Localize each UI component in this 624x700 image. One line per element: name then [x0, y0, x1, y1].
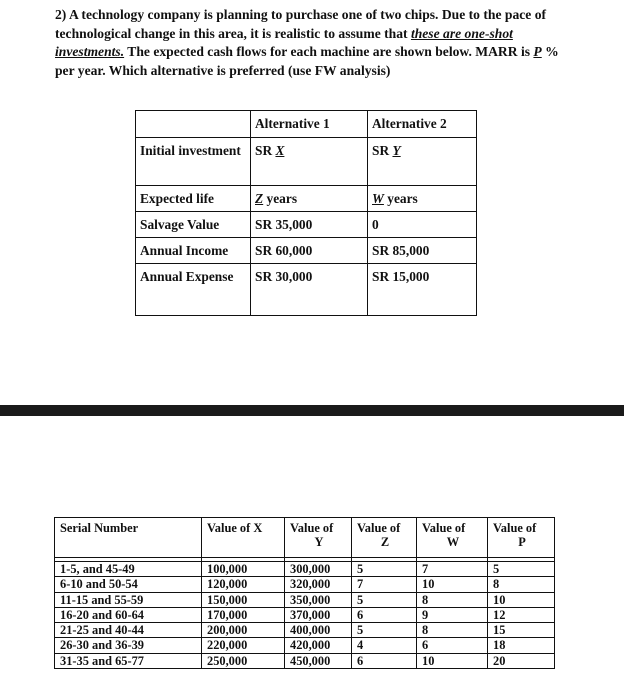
cell-w: 7	[417, 562, 488, 577]
alt2-investment	[368, 138, 477, 186]
alt1-investment-var: X	[275, 143, 285, 158]
cell-w: 6	[417, 638, 488, 653]
cell-z: 4	[352, 638, 417, 653]
cell-y: 320,000	[285, 577, 352, 592]
header-p-sub: P	[518, 535, 526, 550]
alt-row-salvage-value	[136, 212, 477, 238]
cell-serial: 6-10 and 50-54	[55, 577, 202, 592]
cell-y: 420,000	[285, 638, 352, 653]
table-row	[55, 607, 555, 622]
cell-w: 8	[417, 623, 488, 638]
header-z-sub: Z	[380, 535, 390, 550]
cell-p: 5	[488, 562, 555, 577]
cell-y: 450,000	[285, 653, 352, 668]
cell-x: 120,000	[202, 577, 285, 592]
cell-serial: 26-30 and 36-39	[55, 638, 202, 653]
cell-w: 10	[417, 653, 488, 668]
alt2-investment-var: Y	[392, 143, 401, 158]
alt2-income: SR 85,000	[368, 238, 477, 264]
alt-row-label: Salvage Value	[136, 212, 251, 238]
table-row	[55, 562, 555, 577]
alt1-income: SR 60,000	[251, 238, 368, 264]
cell-p: 15	[488, 623, 555, 638]
cell-serial: 1-5, and 45-49	[55, 562, 202, 577]
cell-x: 220,000	[202, 638, 285, 653]
header-serial: Serial Number	[55, 518, 202, 558]
table-row	[55, 638, 555, 653]
cell-y: 400,000	[285, 623, 352, 638]
cell-serial: 21-25 and 40-44	[55, 623, 202, 638]
alt1-salvage: SR 35,000	[251, 212, 368, 238]
cell-w: 8	[417, 592, 488, 607]
header-w-top: Value of	[422, 521, 466, 535]
alt-row-annual-income	[136, 238, 477, 264]
cell-serial: 16-20 and 60-64	[55, 607, 202, 622]
alt1-life-var: Z	[255, 191, 264, 206]
header-w-sub: W	[446, 535, 460, 550]
table-row	[55, 623, 555, 638]
alternatives-table	[135, 110, 477, 316]
cell-x: 250,000	[202, 653, 285, 668]
question-part-1: 2) A technology company is planning to purchase one of two chips. Due to the pace of technological change in this area, it is realistic to assume that	[55, 7, 547, 41]
cell-p: 12	[488, 607, 555, 622]
question-part-2: The expected cash flows for each machine are shown below. MARR is	[124, 44, 534, 59]
alt-row-initial-investment	[136, 138, 477, 186]
cell-p: 18	[488, 638, 555, 653]
header-y	[285, 518, 352, 558]
alt-row-expected-life	[136, 186, 477, 212]
cell-p: 10	[488, 592, 555, 607]
alt-row-label: Annual Expense	[136, 264, 251, 316]
marr-variable: P	[533, 44, 542, 59]
alt2-life-suffix: years	[383, 191, 418, 206]
alt1-investment	[251, 138, 368, 186]
alt1-life	[251, 186, 368, 212]
header-x: Value of X	[202, 518, 285, 558]
question-emphasis: these are one-shot investments.	[55, 25, 513, 59]
alt2-life	[368, 186, 477, 212]
alt-header-blank	[136, 111, 251, 138]
values-table	[54, 517, 555, 669]
alt2-investment-prefix: SR	[372, 143, 393, 158]
cell-z: 6	[352, 653, 417, 668]
cell-y: 300,000	[285, 562, 352, 577]
cell-y: 350,000	[285, 592, 352, 607]
header-y-sub: Y	[314, 535, 324, 550]
cell-p: 20	[488, 653, 555, 668]
section-divider	[0, 405, 624, 416]
alt-header-2: Alternative 2	[368, 111, 477, 138]
question-text	[55, 6, 575, 80]
cell-x: 200,000	[202, 623, 285, 638]
alt-row-label: Annual Income	[136, 238, 251, 264]
cell-x: 150,000	[202, 592, 285, 607]
cell-x: 170,000	[202, 607, 285, 622]
alt1-investment-prefix: SR	[255, 143, 276, 158]
cell-z: 5	[352, 623, 417, 638]
alt-header-1: Alternative 1	[251, 111, 368, 138]
alt-row-label: Initial investment	[136, 138, 251, 186]
cell-z: 6	[352, 607, 417, 622]
alt-header-row	[136, 111, 477, 138]
table-row	[55, 577, 555, 592]
cell-p: 8	[488, 577, 555, 592]
cell-x: 100,000	[202, 562, 285, 577]
alt-row-annual-expense	[136, 264, 477, 316]
header-z-top: Value of	[357, 521, 401, 535]
cell-z: 5	[352, 562, 417, 577]
table-row	[55, 653, 555, 668]
header-p	[488, 518, 555, 558]
question-part-3: % per year. Which alternative is preferred (use FW analysis)	[55, 44, 559, 78]
cell-y: 370,000	[285, 607, 352, 622]
header-z	[352, 518, 417, 558]
cell-w: 10	[417, 577, 488, 592]
table-row	[55, 592, 555, 607]
header-y-top: Value of	[290, 521, 334, 535]
alt2-expense: SR 15,000	[368, 264, 477, 316]
cell-z: 7	[352, 577, 417, 592]
alt2-life-var: W	[372, 191, 384, 206]
header-w	[417, 518, 488, 558]
cell-w: 9	[417, 607, 488, 622]
alt1-life-suffix: years	[263, 191, 298, 206]
values-header-row	[55, 518, 555, 558]
alt2-salvage: 0	[368, 212, 477, 238]
header-p-top: Value of	[493, 521, 537, 535]
cell-serial: 31-35 and 65-77	[55, 653, 202, 668]
alt-row-label: Expected life	[136, 186, 251, 212]
alt1-expense: SR 30,000	[251, 264, 368, 316]
cell-z: 5	[352, 592, 417, 607]
cell-serial: 11-15 and 55-59	[55, 592, 202, 607]
